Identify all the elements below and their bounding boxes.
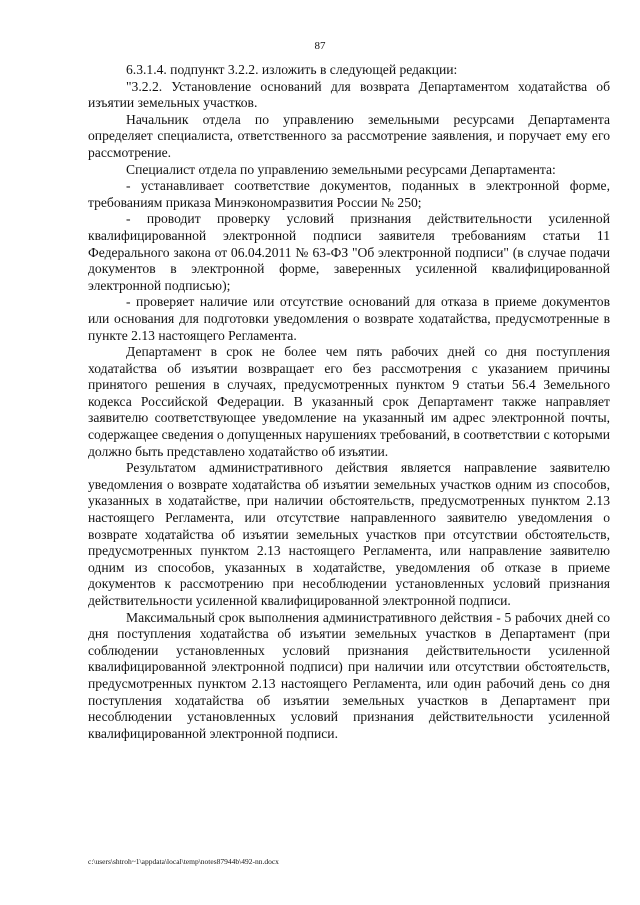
paragraph-max-duration: Максимальный срок выполнения административного действия - 5 рабочих дней со дня поступления ходатайства об изъятии земельных участков в Департамент (при соблюдении установленных условий признания действительности усиленной квалифицированной электронной подписи) при наличии или отсутствии обстоятельств, предусмотренных пунктом 2.13 настоящего Регламента, или один рабочий день со дня поступления ходатайства об изъятии земельных участков в Департамент при несоблюдении установленных условий признания действительности усиленной квалифицированной электронной подписи.	[88, 609, 610, 741]
paragraph-head-of-department: Начальник отдела по управлению земельными ресурсами Департамента определяет специалиста, ответственного за рассмотрение заявления, и поручает ему его рассмотрение.	[88, 111, 610, 160]
paragraph-return-deadline: Департамент в срок не более чем пять рабочих дней со дня поступления ходатайства об изъятии возвращает его без рассмотрения с указанием причины принятого решения в случаях, предусмотренных пунктом 9 статьи 56.4 Земельного кодекса Российской Федерации. В указанный срок Департамент также направляет заявителю соответствующее уведомление на указанный им адрес электронной почты, содержащее сведения о допущенных нарушениях требований, в соответствии с которыми должно быть представлено ходатайство об изъятии.	[88, 344, 610, 459]
paragraph-specialist-intro: Специалист отдела по управлению земельными ресурсами Департамента:	[126, 161, 556, 177]
list-item-grounds-check: - проверяет наличие или отсутствие оснований для отказа в приеме документов или основания для подготовки уведомления о возврате ходатайства, предусмотренные в пункте 2.13 настоящего Регламента.	[88, 294, 610, 343]
list-item-signature-check: - проводит проверку условий признания действительности усиленной квалифицированной электронной подписи заявителя требованиям статьи 11 Федерального закона от 06.04.2011 № 63-ФЗ "Об электронной подписи" (в случае подачи документов в электронной форме, заверенных усиленной квалифицированной электронной подписью);	[88, 211, 610, 293]
file-path-footer: c:\users\shtroh~1\appdata\local\temp\notes87944b\492-nn.docx	[88, 857, 279, 866]
document-body	[88, 62, 610, 742]
list-item-document-check: - устанавливает соответствие документов, поданных в электронной форме, требованиям приказа Минэкономразвития России № 250;	[88, 178, 610, 210]
paragraph-amendment-intro: 6.3.1.4. подпункт 3.2.2. изложить в следующей редакции:	[126, 62, 458, 77]
paragraph-result: Результатом административного действия является направление заявителю уведомления о возврате ходатайства об изъятии земельных участков одним из способов, указанных в ходатайстве, при наличии обстоятельств, предусмотренных пунктом 2.13 настоящего Регламента, или отсутствие направленного заявителю уведомления о возврате ходатайства об изъятии земельных участков при отсутствии обстоятельств, предусмотренных пунктом 2.13 настоящего Регламента, или направление заявителю одним из способов, указанных в ходатайстве, уведомления об отказе в приеме документов к рассмотрению при несоблюдении установленных условий признания действительности усиленной квалифицированной электронной подписи.	[88, 460, 610, 608]
paragraph-subclause-title: "3.2.2. Установление оснований для возврата Департаментом ходатайства об изъятии земельных участков.	[88, 78, 610, 111]
page-number: 87	[314, 40, 326, 52]
